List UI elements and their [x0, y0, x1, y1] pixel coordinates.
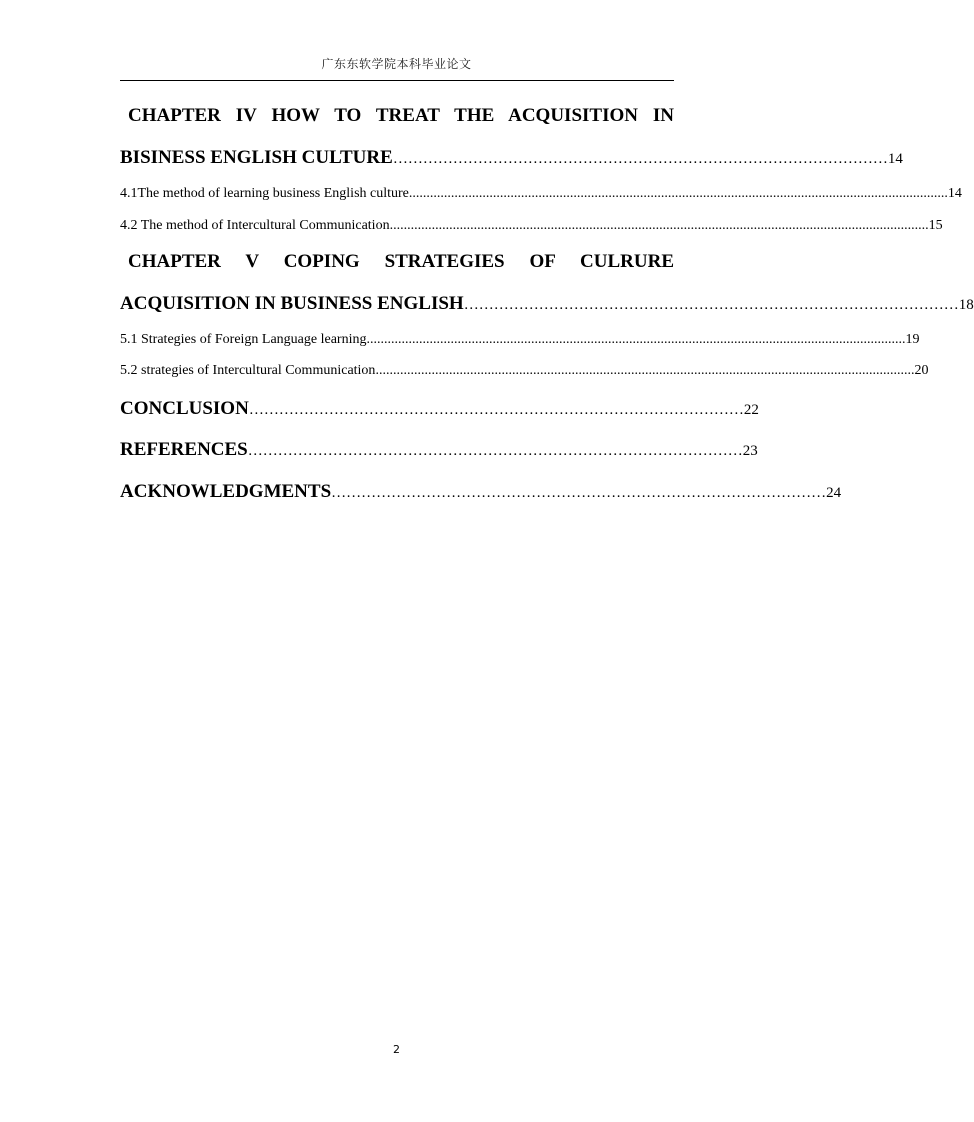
dot-leader: ………………………………………………………………………………………: [392, 151, 888, 167]
toc-section-label: 5.1 Strategies of Foreign Language learning: [120, 332, 367, 347]
toc-page-number: 23: [742, 443, 758, 459]
dot-leader: ………………………………………………………………………………………: [247, 443, 743, 459]
toc-acknowledgments-label: ACKNOWLEDGMENTS: [120, 481, 332, 502]
toc-section-label: 4.2 The method of Intercultural Communication: [120, 218, 390, 233]
dot-leader: ..........................................................................................................................................................: [389, 218, 929, 233]
dot-leader: ..........................................................................................................................................................: [375, 363, 915, 378]
toc-page-number: 14: [947, 186, 962, 201]
toc-entry-chapter4: [120, 147, 903, 169]
toc-entry-section-5-1: [120, 332, 920, 348]
running-header: 广东东软学院本科毕业论文: [321, 57, 472, 71]
dot-leader: ..........................................................................................................................................................: [408, 186, 948, 201]
toc-entry-section-4-1: [120, 186, 962, 202]
toc-entry-acknowledgments: [120, 481, 842, 503]
toc-entry-conclusion: [120, 398, 759, 420]
toc-page-number: 24: [826, 485, 842, 501]
toc-entry-section-4-2: [120, 218, 943, 234]
toc-chapter5-title-line2: ACQUISITION IN BUSINESS ENGLISH: [120, 293, 464, 314]
toc-section-label: 5.2 strategies of Intercultural Communication: [120, 363, 376, 378]
toc-entry-references: [120, 439, 758, 461]
toc-page-number: 15: [928, 218, 943, 233]
toc-entry-chapter5: [120, 293, 974, 315]
toc-chapter4-title-line2: BISINESS ENGLISH CULTURE: [120, 147, 393, 168]
header-divider: [120, 80, 674, 81]
toc-conclusion-label: CONCLUSION: [120, 398, 249, 419]
toc-references-label: REFERENCES: [120, 439, 248, 460]
dot-leader: ..........................................................................................................................................................: [366, 332, 906, 347]
toc-page-number: 19: [905, 332, 920, 347]
toc-chapter5-title-line1: CHAPTER V COPING STRATEGIES OF CULRURE: [128, 251, 674, 272]
toc-chapter4-title-line1: CHAPTER IV HOW TO TREAT THE ACQUISITION IN: [128, 105, 674, 126]
toc-page-number: 20: [914, 363, 929, 378]
toc-page-number: 14: [887, 151, 903, 167]
page-number: 2: [393, 1043, 400, 1056]
toc-section-label: 4.1The method of learning business English culture: [120, 186, 409, 201]
dot-leader: ………………………………………………………………………………………: [463, 297, 959, 313]
dot-leader: ………………………………………………………………………………………: [248, 402, 744, 418]
dot-leader: ………………………………………………………………………………………: [331, 485, 827, 501]
toc-entry-section-5-2: [120, 363, 929, 379]
toc-page-number: 22: [743, 402, 759, 418]
toc-page-number: 18: [958, 297, 974, 313]
